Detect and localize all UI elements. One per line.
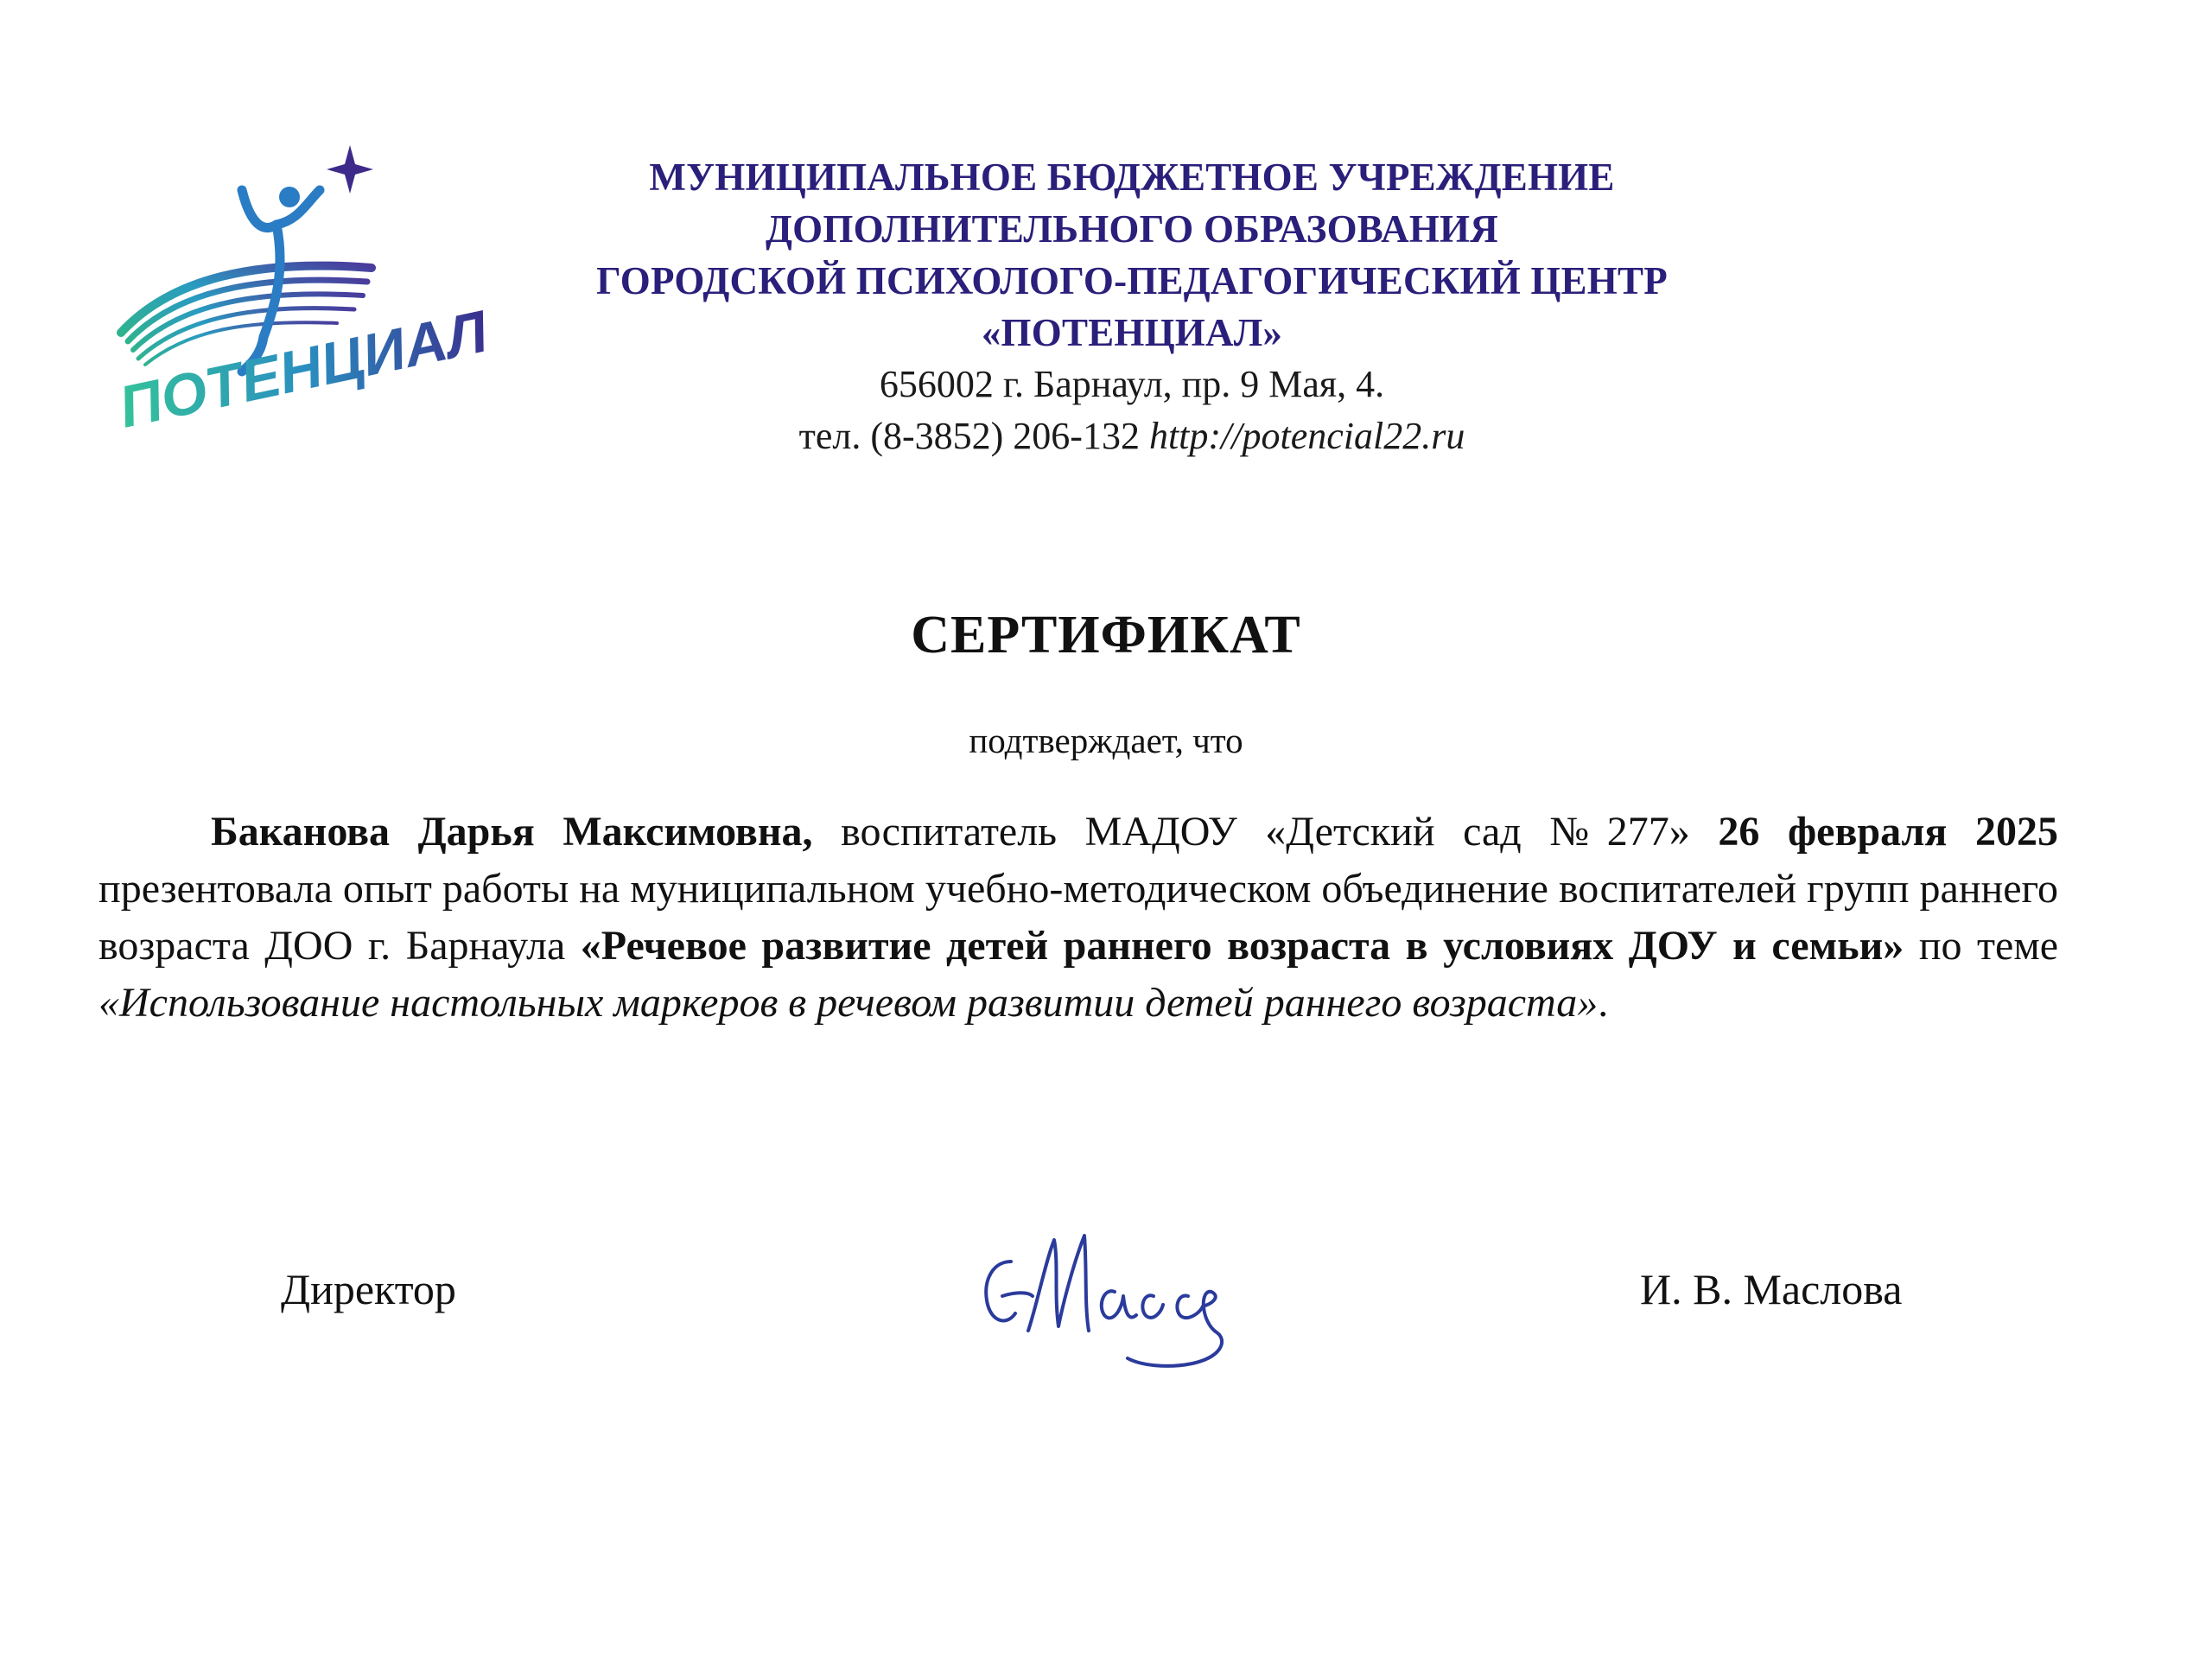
certificate-subtitle: подтверждает, что [969,721,1243,760]
org-name-line-2: ДОПОЛНИТЕЛЬНОГО ОБРАЗОВАНИЯ [766,207,1498,251]
org-website-link[interactable]: http://potencial22.ru [1148,415,1465,457]
recipient-name: Баканова Дарья Максимовна, [211,809,813,855]
body-end: . [1598,980,1609,1026]
dancing-figure-logo-icon [112,138,493,441]
org-name-line-4: «ПОТЕНЦИАЛ» [981,311,1283,354]
body-text-2: по теме [1904,923,2058,969]
signature-icon [968,1210,1244,1382]
org-name-line-1: МУНИЦИПАЛЬНОЕ БЮДЖЕТНОЕ УЧРЕЖДЕНИЕ [649,156,1615,199]
presentation-topic: «Использование настольных маркеров в речевом развитии детей раннего возраста» [99,980,1599,1026]
handwritten-signature [968,1210,1244,1382]
org-name-line-3: ГОРОДСКОЙ ПСИХОЛОГО-ПЕДАГОГИЧЕСКИЙ ЦЕНТР [596,259,1668,302]
org-phone: тел. (8-3852) 206-132 [798,415,1140,457]
svg-text:ПОТЕНЦИАЛ: ПОТЕНЦИАЛ [113,298,493,441]
org-address: 656002 г. Барнаул, пр. 9 Мая, 4. [879,363,1385,405]
org-contacts [467,410,1797,462]
signatory-role: Директор [281,1265,456,1313]
body-text-1: презентовала опыт работы на муниципальном учебно-методическом объединение воспитателей групп раннего возраста ДОО г. Барнаула [99,866,2058,969]
certificate-title: СЕРТИФИКАТ [911,606,1301,664]
certificate-body [99,804,2058,1032]
potencial-logo [112,138,493,441]
event-date: 26 февраля 2025 [1718,809,2059,855]
signatory-name: И. В. Маслова [1640,1265,1903,1313]
recipient-position: воспитатель МАДОУ «Детский сад №277» [812,809,1719,855]
event-title: «Речевое развитие детей раннего возраста в условиях ДОУ и семьи» [580,923,1904,969]
organization-header [467,151,1797,462]
